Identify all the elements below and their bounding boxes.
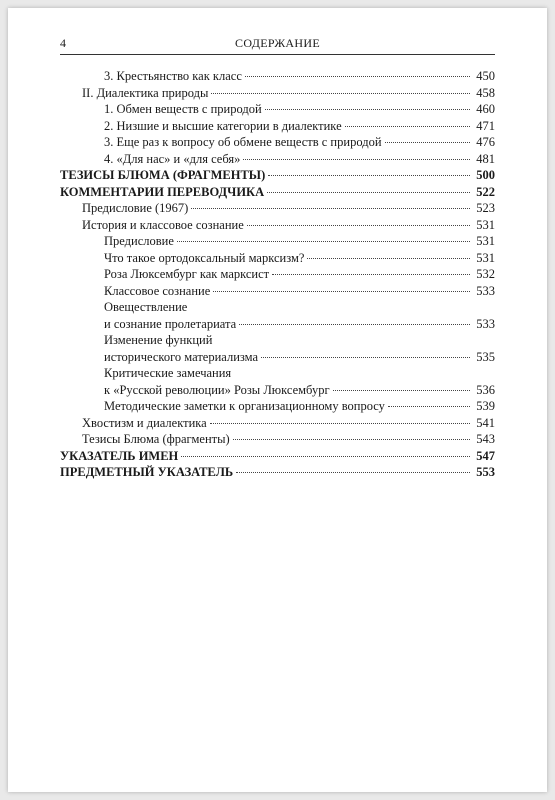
dot-leader [307, 258, 470, 259]
toc-entry-line [104, 283, 495, 300]
running-title: СОДЕРЖАНИЕ [235, 36, 320, 50]
dot-leader [177, 241, 470, 242]
toc-entry [60, 415, 495, 432]
dot-leader [267, 192, 470, 193]
toc-entry-title: 4. «Для нас» и «для себя» [104, 151, 241, 166]
toc-entry [60, 266, 495, 283]
toc-entry [60, 134, 495, 151]
toc-entry-page: 458 [476, 85, 495, 100]
toc-entry-page: 481 [476, 151, 495, 166]
dot-leader [247, 225, 470, 226]
dot-leader [333, 390, 470, 391]
toc-entry-page: 500 [476, 168, 495, 182]
toc-entry-page: 553 [476, 465, 495, 479]
page-number: 4 [60, 36, 67, 50]
toc-entry-line [104, 118, 495, 135]
toc-entry-line [104, 134, 495, 151]
toc-entry [60, 464, 495, 481]
toc-entry-page: 531 [476, 234, 495, 248]
toc-entry-page: 476 [476, 135, 495, 149]
toc-entry-line [104, 250, 495, 267]
dot-leader [233, 439, 470, 440]
toc-entry-line [104, 398, 495, 415]
running-header [60, 36, 495, 55]
toc-entry [60, 448, 495, 465]
toc-entry [60, 332, 495, 365]
dot-leader [210, 423, 470, 424]
table-of-contents [60, 68, 495, 481]
toc-entry-page: 543 [476, 432, 495, 446]
toc-entry-title: 3. Еще раз к вопросу об обмене веществ с природой [104, 135, 382, 149]
toc-entry-page: 535 [476, 349, 495, 364]
toc-entry-page: 536 [476, 382, 495, 397]
toc-entry-title: 2. Низшие и высшие категории в диалектике [104, 118, 342, 133]
toc-entry-title: Овеществление [104, 300, 188, 314]
dot-leader [385, 142, 470, 143]
toc-entry-line [104, 101, 495, 118]
toc-entry-page: 547 [476, 448, 495, 463]
toc-entry-title: Что такое ортодоксальный марксизм? [104, 250, 305, 265]
toc-entry-page: 541 [476, 415, 495, 430]
toc-entry-title: Изменение функций [104, 333, 213, 347]
toc-entry-line [104, 332, 495, 349]
toc-entry [60, 200, 495, 217]
toc-entry [60, 299, 495, 332]
toc-entry-line [82, 217, 495, 234]
toc-entry-line [104, 365, 495, 382]
toc-entry-page: 539 [476, 399, 495, 413]
toc-entry-title: Методические заметки к организационному вопросу [104, 399, 385, 413]
toc-entry-page: 531 [476, 250, 495, 265]
dot-leader [265, 109, 470, 110]
toc-entry-title: 3. Крестьянство как класс [104, 69, 242, 83]
toc-entry-line [104, 233, 495, 250]
toc-entry-line [60, 448, 495, 465]
dot-leader [239, 324, 470, 325]
toc-entry-title: ПРЕДМЕТНЫЙ УКАЗАТЕЛЬ [60, 465, 234, 479]
toc-entry-line [104, 266, 495, 283]
toc-entry [60, 101, 495, 118]
toc-entry [60, 365, 495, 398]
dot-leader [181, 456, 470, 457]
toc-entry-title: Предисловие (1967) [82, 201, 189, 215]
toc-entry [60, 398, 495, 415]
toc-entry-line [60, 167, 495, 184]
toc-entry-line [82, 85, 495, 102]
toc-entry-page: 533 [476, 283, 495, 298]
toc-entry-line [104, 299, 495, 316]
toc-entry [60, 68, 495, 85]
toc-entry-line [104, 316, 495, 333]
toc-entry-line [82, 200, 495, 217]
dot-leader [345, 126, 470, 127]
toc-entry-page: 533 [476, 316, 495, 331]
toc-entry-title: к «Русской революции» Розы Люксембург [104, 382, 330, 397]
toc-entry-title: и сознание пролетариата [104, 316, 237, 331]
toc-entry-page: 532 [476, 267, 495, 281]
toc-entry-line [104, 151, 495, 168]
toc-entry-line [60, 464, 495, 481]
toc-entry [60, 217, 495, 234]
toc-entry [60, 85, 495, 102]
toc-entry [60, 283, 495, 300]
toc-entry-line [82, 431, 495, 448]
dot-leader [388, 406, 470, 407]
toc-entry-page: 522 [476, 184, 495, 199]
dot-leader [213, 291, 470, 292]
toc-entry-title: Классовое сознание [104, 283, 211, 298]
toc-entry-title: Тезисы Блюма (фрагменты) [82, 432, 230, 446]
dot-leader [268, 175, 470, 176]
toc-entry-title: УКАЗАТЕЛЬ ИМЕН [60, 448, 179, 463]
toc-entry [60, 167, 495, 184]
toc-entry [60, 250, 495, 267]
toc-entry-line [104, 349, 495, 366]
toc-entry-page: 471 [476, 118, 495, 133]
document-page [8, 8, 547, 792]
toc-entry-title: Критические замечания [104, 366, 232, 380]
toc-entry-page: 531 [476, 217, 495, 232]
dot-leader [272, 274, 470, 275]
toc-entry [60, 118, 495, 135]
toc-entry-title: исторического материализма [104, 349, 259, 364]
dot-leader [245, 76, 470, 77]
toc-entry-line [60, 184, 495, 201]
toc-entry-line [104, 382, 495, 399]
toc-entry-line [104, 68, 495, 85]
toc-entry-line [82, 415, 495, 432]
toc-entry-page: 450 [476, 69, 495, 83]
toc-entry-title: Роза Люксембург как марксист [104, 267, 270, 281]
toc-entry-title: Хвостизм и диалектика [82, 415, 207, 430]
toc-entry [60, 151, 495, 168]
toc-entry [60, 431, 495, 448]
dot-leader [191, 208, 470, 209]
toc-entry-title: II. Диалектика природы [82, 85, 209, 100]
toc-entry-title: Предисловие [104, 234, 174, 248]
dot-leader [211, 93, 470, 94]
toc-entry [60, 233, 495, 250]
toc-entry-title: КОММЕНТАРИИ ПЕРЕВОДЧИКА [60, 184, 265, 199]
toc-entry-page: 523 [476, 201, 495, 215]
dot-leader [261, 357, 470, 358]
dot-leader [236, 472, 470, 473]
toc-entry-title: 1. Обмен веществ с природой [104, 102, 262, 116]
toc-entry-page: 460 [476, 102, 495, 116]
toc-entry-title: ТЕЗИСЫ БЛЮМА (ФРАГМЕНТЫ) [60, 168, 266, 182]
dot-leader [243, 159, 470, 160]
toc-entry-title: История и классовое сознание [82, 217, 244, 232]
toc-entry [60, 184, 495, 201]
